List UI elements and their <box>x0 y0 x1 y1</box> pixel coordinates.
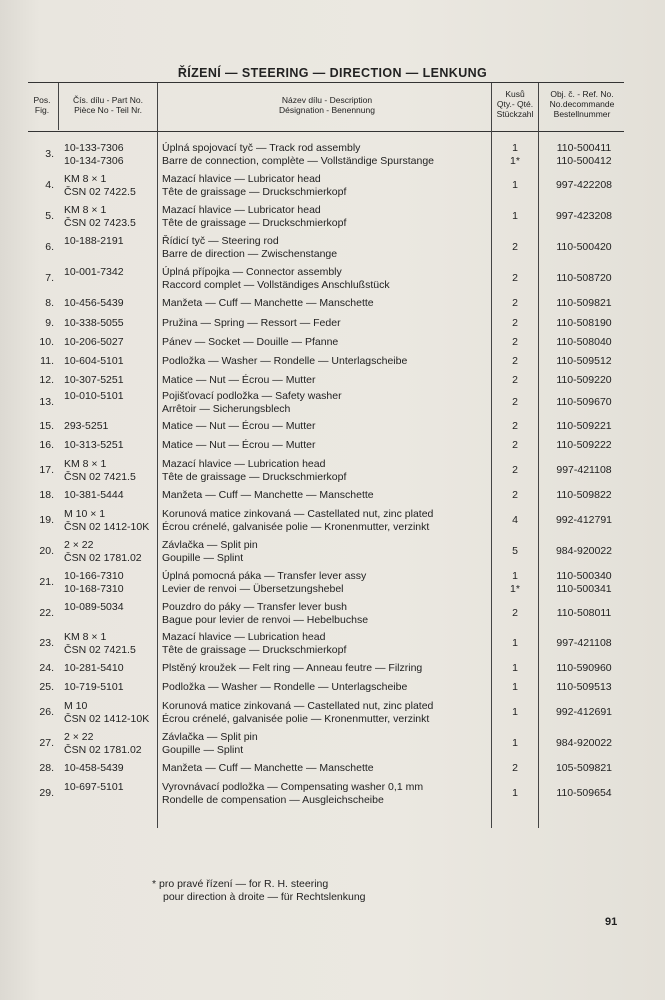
row-part-number: ČSN 02 7422.5 <box>64 186 136 198</box>
row-description: Barre de connection, complète — Vollständige Spurstange <box>162 155 435 167</box>
row-position: 29. <box>39 787 54 799</box>
row-order-number: 110-508011 <box>556 607 612 619</box>
row-description: Écrou crénelé, galvanisée polie — Kronenmutter, verzinkt <box>162 713 430 725</box>
row-quantity: 1 <box>512 681 518 693</box>
header-ref-line3: Bestellnummer <box>553 109 611 119</box>
row-description: Závlačka — Split pin <box>162 539 258 551</box>
row-order-number: 110-509513 <box>556 681 612 693</box>
row-description: Tête de graissage — Druckschmierkopf <box>162 186 347 198</box>
row-part-number: 10-134-7306 <box>64 155 124 167</box>
row-description: Levier de renvoi — Übersetzungshebel <box>162 583 344 595</box>
row-quantity: 2 <box>512 355 518 367</box>
row-description: Tête de graissage — Druckschmierkopf <box>162 644 347 656</box>
row-part-number: KM 8 × 1 <box>64 173 107 185</box>
row-order-number: 110-509221 <box>556 420 612 432</box>
row-description: Rondelle de compensation — Ausgleichscheibe <box>162 794 384 806</box>
row-description: Mazací hlavice — Lubricator head <box>162 204 321 216</box>
row-position: 7. <box>45 272 54 284</box>
row-position: 5. <box>45 210 54 222</box>
row-description: Úplná přípojka — Connector assembly <box>162 266 342 278</box>
row-part-number: M 10 <box>64 700 88 712</box>
column-divider <box>157 83 158 828</box>
row-part-number: 10-338-5055 <box>64 317 124 329</box>
row-quantity: 2 <box>512 396 518 408</box>
row-position: 10. <box>39 336 54 348</box>
header-part <box>60 95 156 115</box>
row-part-number: ČSN 02 7421.5 <box>64 644 136 656</box>
row-part-number: ČSN 02 1781.02 <box>64 552 142 564</box>
row-position: 19. <box>39 514 54 526</box>
row-description: Arrêtoir — Sicherungsblech <box>162 403 291 415</box>
row-quantity: 1 <box>512 142 518 154</box>
row-position: 15. <box>39 420 54 432</box>
row-description: Goupille — Splint <box>162 744 244 756</box>
footnote-line2: pour direction à droite — für Rechtslenkung <box>163 891 366 903</box>
row-description: Manžeta — Cuff — Manchette — Manschette <box>162 489 374 501</box>
row-position: 17. <box>39 464 54 476</box>
page-title: ŘÍZENÍ — STEERING — DIRECTION — LENKUNG <box>177 66 488 80</box>
row-position: 28. <box>39 762 54 774</box>
row-description: Goupille — Splint <box>162 552 244 564</box>
row-order-number: 110-508190 <box>556 317 612 329</box>
row-position: 13. <box>39 396 54 408</box>
row-quantity: 1 <box>512 706 518 718</box>
row-description: Vyrovnávací podložka — Compensating washer 0,1 mm <box>162 781 424 793</box>
row-quantity: 2 <box>512 374 518 386</box>
row-order-number: 110-509512 <box>556 355 612 367</box>
row-part-number: 10-089-5034 <box>64 601 124 613</box>
header-qty-line2: Qty.- Qté. <box>496 99 534 109</box>
row-description: Raccord complet — Vollständiges Anschlußstück <box>162 279 390 291</box>
row-position: 8. <box>45 297 54 309</box>
row-quantity: 1 <box>512 637 518 649</box>
row-order-number: 110-500340 <box>556 570 612 582</box>
row-description: Korunová matice zinkovaná — Castellated nut, zinc plated <box>162 508 434 520</box>
row-description: Mazací hlavice — Lubricator head <box>162 173 321 185</box>
row-part-number: KM 8 × 1 <box>64 458 107 470</box>
row-description: Podložka — Washer — Rondelle — Unterlagscheibe <box>162 681 408 693</box>
row-quantity: 2 <box>512 336 518 348</box>
header-qty-line1: Kusů <box>505 89 525 99</box>
row-position: 11. <box>40 355 54 367</box>
row-part-number: 10-188-2191 <box>64 235 124 247</box>
row-part-number: 2 × 22 <box>64 731 94 743</box>
row-order-number: 997-422208 <box>555 179 613 191</box>
row-description: Řídicí tyč — Steering rod <box>162 235 279 247</box>
row-position: 9. <box>45 317 54 329</box>
row-order-number: 110-500412 <box>556 155 612 167</box>
row-position: 22. <box>39 607 54 619</box>
row-order-number: 105-509821 <box>555 762 613 774</box>
row-quantity: 1 <box>512 737 518 749</box>
row-order-number: 110-500411 <box>556 142 612 154</box>
row-part-number: ČSN 02 7423.5 <box>64 217 136 229</box>
row-quantity: 1* <box>510 583 520 595</box>
row-quantity: 2 <box>512 762 518 774</box>
row-position: 26. <box>39 706 54 718</box>
row-order-number: 997-421108 <box>556 637 612 649</box>
row-order-number: 110-509670 <box>556 396 612 408</box>
row-part-number: 10-206-5027 <box>64 336 124 348</box>
row-part-number: ČSN 02 1412-10K <box>64 521 150 533</box>
row-description: Plstěný kroužek — Felt ring — Anneau feutre — Filzring <box>162 662 423 674</box>
row-part-number: M 10 × 1 <box>64 508 106 520</box>
header-desc-line1: Název dílu - Description <box>281 95 373 105</box>
page-number: 91 <box>605 916 618 928</box>
row-part-number: 10-381-5444 <box>64 489 124 501</box>
row-position: 18. <box>39 489 54 501</box>
header-qty-line3: Stückzahl <box>496 109 534 119</box>
header-ref <box>540 89 624 119</box>
row-position: 24. <box>39 662 54 674</box>
row-position: 6. <box>45 241 54 253</box>
row-position: 25. <box>39 681 54 693</box>
row-quantity: 1 <box>512 570 518 582</box>
row-part-number: 10-166-7310 <box>64 570 124 582</box>
row-quantity: 2 <box>512 272 518 284</box>
header-part-line1: Čís. dílu - Part No. <box>73 95 143 105</box>
row-order-number: 110-509821 <box>556 297 612 309</box>
row-description: Matice — Nut — Écrou — Mutter <box>162 374 316 386</box>
header-qty <box>492 89 538 119</box>
row-order-number: 110-500420 <box>556 241 612 253</box>
header-pos-line2: Fig. <box>34 105 50 115</box>
row-quantity: 1* <box>510 155 520 167</box>
row-part-number: ČSN 02 7421.5 <box>64 471 136 483</box>
row-order-number: 984-920022 <box>555 737 613 749</box>
row-quantity: 2 <box>512 297 518 309</box>
row-order-number: 110-509222 <box>556 439 612 451</box>
footnote <box>152 878 366 904</box>
row-order-number: 110-590960 <box>556 662 612 674</box>
row-part-number: 293-5251 <box>64 420 109 432</box>
row-quantity: 2 <box>512 464 518 476</box>
row-position: 27. <box>39 737 54 749</box>
row-description: Pojišťovací podložka — Safety washer <box>162 390 342 402</box>
row-part-number: 10-133-7306 <box>64 142 124 154</box>
row-part-number: 10-697-5101 <box>64 781 124 793</box>
row-description: Matice — Nut — Écrou — Mutter <box>162 420 316 432</box>
row-order-number: 110-508720 <box>556 272 612 284</box>
row-part-number: ČSN 02 1412-10K <box>64 713 150 725</box>
row-description: Úplná spojovací tyč — Track rod assembly <box>162 142 361 154</box>
row-description: Matice — Nut — Écrou — Mutter <box>162 439 316 451</box>
row-description: Manžeta — Cuff — Manchette — Manschette <box>162 762 374 774</box>
row-quantity: 2 <box>512 607 518 619</box>
row-order-number: 110-509654 <box>556 787 612 799</box>
row-part-number: 10-458-5439 <box>64 762 124 774</box>
header-pos-line1: Pos. <box>33 95 51 105</box>
row-quantity: 2 <box>512 317 518 329</box>
row-description: Bague pour levier de renvoi — Hebelbuchse <box>162 614 369 626</box>
row-part-number: 10-010-5101 <box>64 390 124 402</box>
table-header <box>28 82 624 132</box>
row-position: 3. <box>45 148 54 160</box>
row-quantity: 1 <box>512 210 518 222</box>
row-description: Závlačka — Split pin <box>162 731 258 743</box>
row-quantity: 4 <box>512 514 518 526</box>
row-part-number: KM 8 × 1 <box>64 204 107 216</box>
header-ref-line2: No.decommande <box>549 99 615 109</box>
row-part-number: 10-307-5251 <box>64 374 124 386</box>
row-description: Manžeta — Cuff — Manchette — Manschette <box>162 297 374 309</box>
header-desc-line2: Désignation - Benennung <box>279 105 375 115</box>
row-order-number: 110-509822 <box>556 489 612 501</box>
header-ref-line1: Obj. č. - Ref. No. <box>550 89 614 99</box>
row-order-number: 110-500341 <box>556 583 612 595</box>
header-pos <box>28 95 56 115</box>
row-order-number: 992-412691 <box>555 706 613 718</box>
row-description: Podložka — Washer — Rondelle — Unterlagscheibe <box>162 355 408 367</box>
row-quantity: 2 <box>512 489 518 501</box>
row-part-number: ČSN 02 1781.02 <box>64 744 142 756</box>
row-position: 21. <box>39 576 54 588</box>
row-description: Pánev — Socket — Douille — Pfanne <box>162 336 339 348</box>
row-part-number: 10-168-7310 <box>64 583 124 595</box>
row-description: Barre de direction — Zwischenstange <box>162 248 338 260</box>
row-part-number: 10-001-7342 <box>64 266 124 278</box>
row-description: Mazací hlavice — Lubrication head <box>162 631 326 643</box>
row-order-number: 110-509220 <box>556 374 612 386</box>
column-divider <box>538 83 539 828</box>
row-description: Mazací hlavice — Lubrication head <box>162 458 326 470</box>
row-order-number: 997-421108 <box>556 464 612 476</box>
row-position: 4. <box>45 179 54 191</box>
row-part-number: 10-281-5410 <box>64 662 124 674</box>
column-divider <box>58 83 59 130</box>
row-description: Korunová matice zinkovaná — Castellated nut, zinc plated <box>162 700 434 712</box>
row-quantity: 1 <box>512 179 518 191</box>
row-description: Pružina — Spring — Ressort — Feder <box>162 317 341 329</box>
row-position: 12. <box>39 374 54 386</box>
row-description: Tête de graissage — Druckschmierkopf <box>162 471 347 483</box>
row-part-number: 2 × 22 <box>64 539 94 551</box>
row-description: Tête de graissage — Druckschmierkopf <box>162 217 347 229</box>
row-quantity: 5 <box>512 545 518 557</box>
row-order-number: 110-508040 <box>556 336 612 348</box>
row-part-number: 10-456-5439 <box>64 297 124 309</box>
row-part-number: 10-313-5251 <box>64 439 124 451</box>
row-quantity: 1 <box>512 662 518 674</box>
header-part-line2: Pièce No - Teil Nr. <box>74 105 142 115</box>
row-order-number: 992-412791 <box>555 514 613 526</box>
footnote-line1: * pro pravé řízení — for R. H. steering <box>152 878 329 890</box>
row-description: Pouzdro do páky — Transfer lever bush <box>162 601 348 613</box>
row-quantity: 1 <box>512 787 518 799</box>
header-desc <box>162 95 492 115</box>
row-part-number: KM 8 × 1 <box>64 631 107 643</box>
row-position: 23. <box>39 637 54 649</box>
row-position: 16. <box>39 439 54 451</box>
row-quantity: 2 <box>512 241 518 253</box>
row-quantity: 2 <box>512 420 518 432</box>
row-order-number: 984-920022 <box>555 545 613 557</box>
row-position: 20. <box>39 545 54 557</box>
row-order-number: 997-423208 <box>555 210 613 222</box>
row-quantity: 2 <box>512 439 518 451</box>
row-description: Écrou crénelé, galvanisée polie — Kronenmutter, verzinkt <box>162 521 430 533</box>
row-part-number: 10-604-5101 <box>64 355 124 367</box>
row-part-number: 10-719-5101 <box>64 681 124 693</box>
row-description: Úplná pomocná páka — Transfer lever assy <box>162 570 367 582</box>
